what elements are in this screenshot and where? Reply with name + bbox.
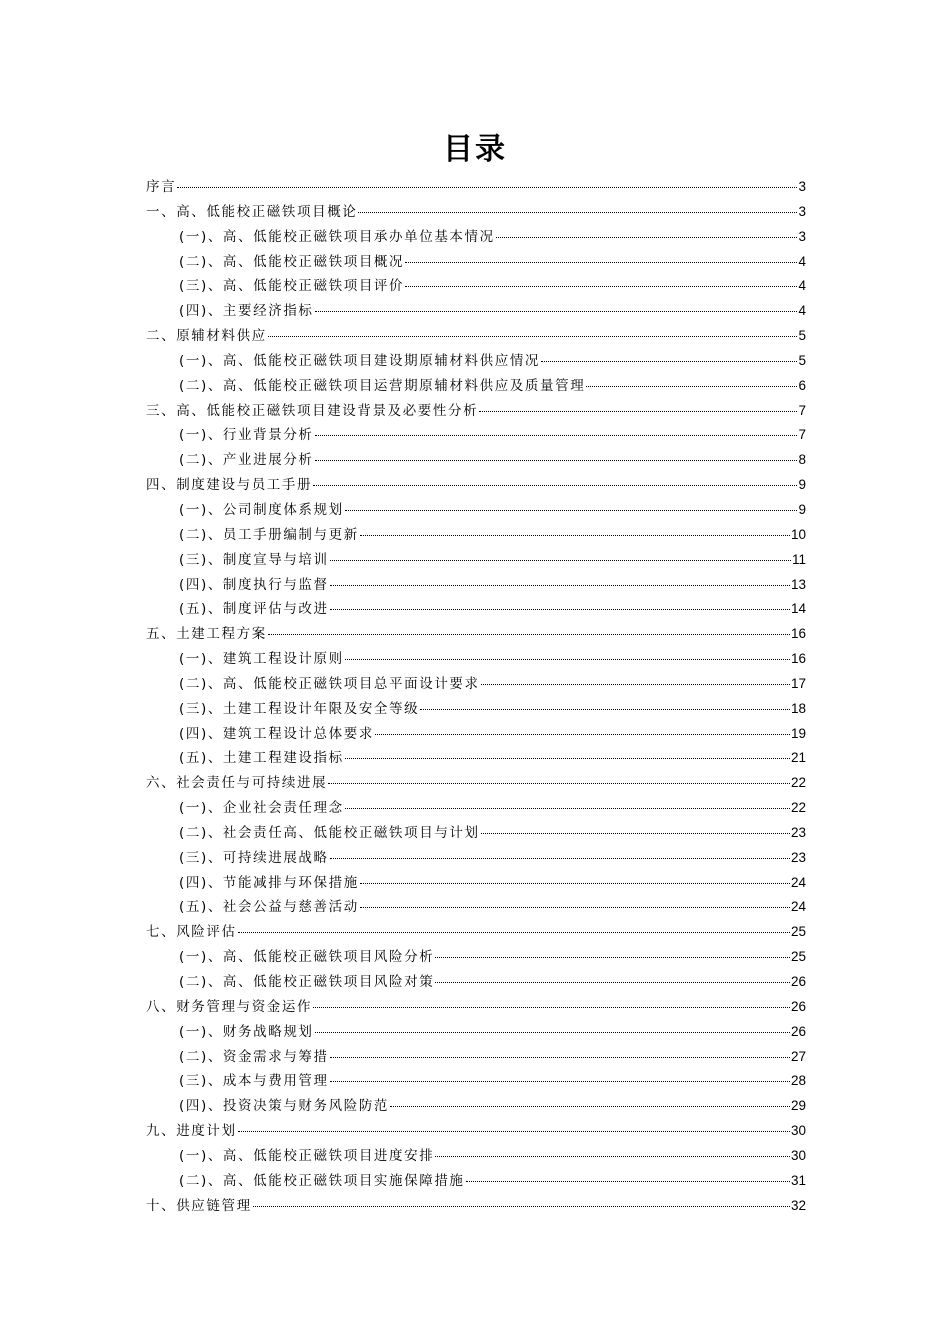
toc-entry-section[interactable] <box>146 498 806 523</box>
toc-entry-section[interactable] <box>146 672 806 697</box>
toc-entry-text: 九、进度计划 <box>146 1123 237 1140</box>
toc-entry-section[interactable] <box>146 722 806 747</box>
toc-entry-text: (二)、资金需求与筹措 <box>179 1048 329 1065</box>
toc-entry-chapter[interactable] <box>146 1119 806 1144</box>
toc-dot-leader <box>315 1032 790 1033</box>
toc-entry-text: (五)、社会公益与慈善活动 <box>179 899 359 916</box>
toc-page-number: 7 <box>798 427 806 443</box>
toc-dot-leader <box>420 709 790 710</box>
toc-entry-section[interactable] <box>146 523 806 548</box>
toc-entry-section[interactable] <box>146 225 806 250</box>
toc-page-number: 30 <box>790 1147 806 1163</box>
toc-page-number: 25 <box>790 949 806 965</box>
toc-entry-chapter[interactable] <box>146 399 806 424</box>
toc-dot-leader <box>405 262 797 263</box>
toc-entry-text: 六、社会责任与可持续进展 <box>146 775 328 792</box>
toc-page-number: 4 <box>798 278 806 294</box>
toc-title: 目录 <box>443 132 507 167</box>
toc-dot-leader <box>481 833 790 834</box>
toc-page-number: 16 <box>790 651 806 667</box>
toc-entry-chapter[interactable] <box>146 771 806 796</box>
toc-page-number: 31 <box>790 1172 806 1188</box>
toc-entry-chapter[interactable] <box>146 175 806 200</box>
toc-entry-text: (四)、节能减排与环保措施 <box>179 874 359 891</box>
toc-entry-section[interactable] <box>146 1045 806 1070</box>
toc-page-number: 26 <box>790 998 806 1014</box>
toc-dot-leader <box>541 361 797 362</box>
toc-page-number: 22 <box>790 800 806 816</box>
toc-dot-leader <box>360 907 790 908</box>
toc-entry-section[interactable] <box>146 1094 806 1119</box>
toc-page-number: 3 <box>798 228 806 244</box>
toc-dot-leader <box>358 212 797 213</box>
toc-page-number: 18 <box>790 700 806 716</box>
toc-dot-leader <box>330 560 791 561</box>
toc-entry-text: (一)、公司制度体系规划 <box>179 501 344 518</box>
toc-entry-text: (二)、高、低能校正磁铁项目概况 <box>179 253 405 270</box>
toc-page-number: 19 <box>790 725 806 741</box>
toc-entry-text: (二)、高、低能校正磁铁项目总平面设计要求 <box>179 675 480 692</box>
toc-dot-leader <box>435 1156 790 1157</box>
toc-entry-chapter[interactable] <box>146 324 806 349</box>
toc-entry-text: 一、高、低能校正磁铁项目概论 <box>146 203 358 220</box>
toc-entry-section[interactable] <box>146 274 806 299</box>
toc-entry-text: (一)、企业社会责任理念 <box>179 800 344 817</box>
toc-entry-section[interactable] <box>146 349 806 374</box>
toc-page-number: 3 <box>798 203 806 219</box>
toc-page-number: 5 <box>798 352 806 368</box>
toc-dot-leader <box>360 535 790 536</box>
toc-entry-text: (五)、土建工程建设指标 <box>179 750 344 767</box>
toc-entry-text: 十、供应链管理 <box>146 1197 252 1214</box>
toc-entry-text: 五、土建工程方案 <box>146 626 267 643</box>
toc-page-number: 14 <box>790 601 806 617</box>
toc-dot-leader <box>345 659 790 660</box>
toc-dot-leader <box>586 386 797 387</box>
toc-entry-text: (二)、员工手册编制与更新 <box>179 526 359 543</box>
toc-page-number: 27 <box>790 1048 806 1064</box>
toc-entry-text: (三)、制度宣导与培训 <box>179 551 329 568</box>
toc-entry-section[interactable] <box>146 871 806 896</box>
toc-page-number: 9 <box>798 501 806 517</box>
toc-entry-text: (二)、社会责任高、低能校正磁铁项目与计划 <box>179 824 480 841</box>
toc-entry-chapter[interactable] <box>146 1194 806 1219</box>
toc-entry-section[interactable] <box>146 796 806 821</box>
toc-entry-text: 七、风险评估 <box>146 924 237 941</box>
toc-entry-text: (三)、成本与费用管理 <box>179 1073 329 1090</box>
toc-entry-text: (一)、高、低能校正磁铁项目进度安排 <box>179 1147 435 1164</box>
toc-entry-chapter[interactable] <box>146 473 806 498</box>
toc-page-number: 16 <box>790 626 806 642</box>
toc-page-number: 6 <box>798 377 806 393</box>
toc-entry-text: (二)、高、低能校正磁铁项目风险对策 <box>179 974 435 990</box>
toc-dot-leader <box>345 808 790 809</box>
toc-entry-section[interactable] <box>146 746 806 771</box>
toc-dot-leader <box>345 758 790 759</box>
toc-entry-text: 四、制度建设与员工手册 <box>146 477 313 494</box>
toc-dot-leader <box>238 1131 790 1132</box>
toc-dot-leader <box>345 510 798 511</box>
toc-entry-text: (五)、制度评估与改进 <box>179 601 329 618</box>
toc-entry-section[interactable] <box>146 597 806 622</box>
toc-dot-leader <box>435 982 790 983</box>
toc-entry-chapter[interactable] <box>146 200 806 225</box>
toc-entry-section[interactable] <box>146 1020 806 1045</box>
toc-page-number: 26 <box>790 974 806 989</box>
toc-entry-text: (四)、投资决策与财务风险防范 <box>179 1098 390 1115</box>
toc-page-number: 22 <box>790 775 806 791</box>
toc-dot-leader <box>177 187 797 188</box>
toc-page-number: 23 <box>790 849 806 865</box>
toc-entry-text: (一)、行业背景分析 <box>179 427 314 444</box>
toc-page-number: 21 <box>790 750 806 766</box>
toc-dot-leader <box>330 585 790 586</box>
toc-entry-text: (一)、高、低能校正磁铁项目风险分析 <box>179 949 435 966</box>
toc-page-number: 24 <box>790 899 806 915</box>
toc-page-number: 11 <box>791 551 806 567</box>
toc-page-number: 13 <box>790 576 806 592</box>
toc-dot-leader <box>479 411 797 412</box>
toc-dot-leader <box>268 634 790 635</box>
toc-dot-leader <box>328 783 790 784</box>
toc-entry-chapter[interactable] <box>146 920 806 945</box>
toc-entry-section[interactable] <box>146 548 806 573</box>
toc-entry-section[interactable] <box>146 374 806 399</box>
toc-dot-leader <box>360 883 790 884</box>
toc-dot-leader <box>268 336 798 337</box>
toc-entry-text: 二、原辅材料供应 <box>146 328 267 345</box>
toc-dot-leader <box>390 1106 790 1107</box>
toc-entry-section[interactable] <box>146 423 806 448</box>
toc-entry-section[interactable] <box>146 1069 806 1094</box>
toc-page-number: 4 <box>798 253 806 269</box>
toc-dot-leader <box>405 286 797 287</box>
toc-dot-leader <box>466 1181 790 1182</box>
toc-page-number: 10 <box>790 526 806 542</box>
toc-dot-leader <box>315 435 798 436</box>
toc-dot-leader <box>313 1007 790 1008</box>
toc-dot-leader <box>315 311 798 312</box>
toc-dot-leader <box>481 684 790 685</box>
toc-entry-section[interactable] <box>146 697 806 722</box>
toc-dot-leader <box>330 1081 790 1082</box>
toc-entry-chapter[interactable] <box>146 995 806 1020</box>
toc-page-number: 26 <box>790 1023 806 1039</box>
toc-dot-leader <box>253 1206 790 1207</box>
toc-entry-section[interactable] <box>146 448 806 473</box>
toc-entry-text: (一)、财务战略规划 <box>179 1023 314 1040</box>
toc-page-number: 29 <box>790 1098 806 1114</box>
toc-page-number: 7 <box>798 402 806 418</box>
toc-entry-text: (二)、产业进展分析 <box>179 452 314 469</box>
toc-page-number: 25 <box>790 924 806 940</box>
toc-entry-section[interactable] <box>146 895 806 920</box>
toc-page-number: 9 <box>798 477 806 493</box>
table-of-contents <box>146 175 806 1218</box>
toc-entry-section[interactable] <box>146 945 806 970</box>
toc-entry-text: 序言 <box>146 179 177 195</box>
toc-page-number: 4 <box>798 303 806 319</box>
toc-page-number: 5 <box>798 328 806 344</box>
toc-entry-text: (二)、高、低能校正磁铁项目实施保障措施 <box>179 1172 465 1189</box>
toc-entry-section[interactable] <box>146 970 806 995</box>
toc-entry-text: (四)、主要经济指标 <box>179 303 314 320</box>
toc-entry-section[interactable] <box>146 821 806 846</box>
toc-entry-section[interactable] <box>146 647 806 672</box>
toc-entry-section[interactable] <box>146 573 806 598</box>
toc-page-number: 23 <box>790 824 806 840</box>
toc-dot-leader <box>315 460 798 461</box>
toc-dot-leader <box>330 858 790 859</box>
toc-page-number: 3 <box>798 179 806 194</box>
toc-entry-section[interactable] <box>146 1169 806 1194</box>
toc-page-number: 8 <box>798 452 806 468</box>
toc-entry-section[interactable] <box>146 846 806 871</box>
toc-entry-text: (三)、高、低能校正磁铁项目评价 <box>179 278 405 295</box>
toc-entry-chapter[interactable] <box>146 622 806 647</box>
toc-entry-text: (二)、高、低能校正磁铁项目运营期原辅材料供应及质量管理 <box>179 377 586 394</box>
toc-dot-leader <box>496 237 798 238</box>
toc-page-number: 30 <box>790 1123 806 1139</box>
toc-dot-leader <box>330 609 790 610</box>
toc-page-number: 24 <box>790 874 806 890</box>
toc-page-number: 28 <box>790 1073 806 1089</box>
toc-page-number: 32 <box>790 1197 806 1213</box>
toc-entry-text: (四)、建筑工程设计总体要求 <box>179 725 374 742</box>
toc-entry-text: (一)、高、低能校正磁铁项目建设期原辅材料供应情况 <box>179 352 541 369</box>
toc-dot-leader <box>238 932 790 933</box>
toc-entry-section[interactable] <box>146 1144 806 1169</box>
toc-entry-text: 八、财务管理与资金运作 <box>146 998 313 1015</box>
toc-entry-section[interactable] <box>146 250 806 275</box>
toc-dot-leader <box>435 957 790 958</box>
toc-dot-leader <box>375 734 790 735</box>
toc-entry-text: (三)、可持续进展战略 <box>179 849 329 866</box>
toc-entry-text: 三、高、低能校正磁铁项目建设背景及必要性分析 <box>146 402 479 419</box>
toc-entry-text: (四)、制度执行与监督 <box>179 576 329 593</box>
toc-dot-leader <box>330 1057 790 1058</box>
toc-entry-text: (三)、土建工程设计年限及安全等级 <box>179 700 420 717</box>
toc-entry-text: (一)、高、低能校正磁铁项目承办单位基本情况 <box>179 228 495 245</box>
toc-page-number: 17 <box>790 675 806 691</box>
toc-entry-text: (一)、建筑工程设计原则 <box>179 651 344 668</box>
toc-dot-leader <box>313 485 797 486</box>
toc-entry-section[interactable] <box>146 299 806 324</box>
